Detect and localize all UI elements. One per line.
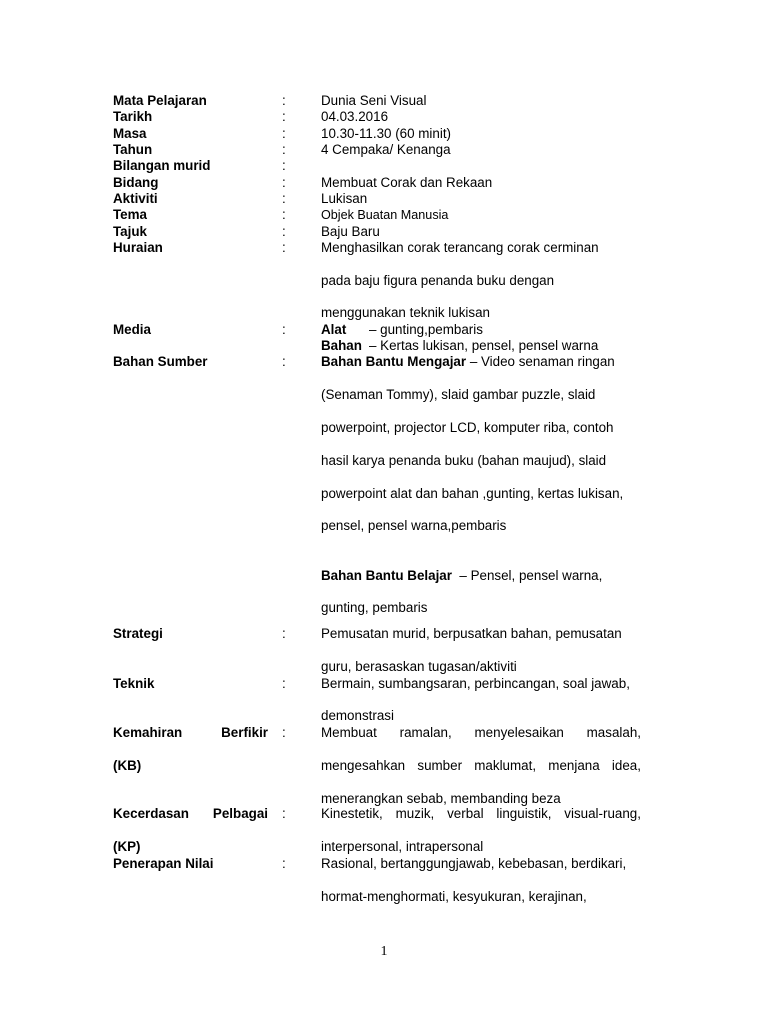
label-bilangan-murid: Bilangan murid xyxy=(113,158,211,173)
bbm-line: powerpoint alat dan bahan ,gunting, kertas lukisan, xyxy=(321,486,624,501)
word: maklumat, xyxy=(474,758,537,773)
colon: : xyxy=(282,224,286,239)
word: verbal xyxy=(447,806,484,821)
label-word: Kecerdasan xyxy=(113,806,189,821)
label-mata-pelajaran: Mata Pelajaran xyxy=(113,93,207,108)
bbm-line: (Senaman Tommy), slaid gambar puzzle, slaid xyxy=(321,387,596,402)
label-tahun: Tahun xyxy=(113,142,153,157)
label-kb-abbrev: (KB) xyxy=(113,758,142,773)
bbm-first: – Video senaman ringan xyxy=(469,354,615,369)
word: Membuat xyxy=(321,725,377,740)
kb-line-2 xyxy=(321,758,641,774)
label-media: Media xyxy=(113,322,151,337)
value-tahun: 4 Cempaka/ Kenanga xyxy=(321,142,451,157)
label-masa: Masa xyxy=(113,126,147,141)
word: muzik, xyxy=(395,806,435,821)
bbm-line: powerpoint, projector LCD, komputer riba, contoh xyxy=(321,420,614,435)
word: linguistik, xyxy=(496,806,552,821)
colon: : xyxy=(282,806,286,821)
word: Kinestetik, xyxy=(321,806,383,821)
bbb-line: gunting, pembaris xyxy=(321,600,428,615)
huraian-line: menggunakan teknik lukisan xyxy=(321,305,490,320)
colon: : xyxy=(282,93,286,108)
label-kecerdasan-pelbagai xyxy=(113,806,268,822)
label-tema: Tema xyxy=(113,207,147,222)
kp-line-1 xyxy=(321,806,641,822)
value-bidang: Membuat Corak dan Rekaan xyxy=(321,175,493,190)
value-tajuk: Baju Baru xyxy=(321,224,380,239)
colon: : xyxy=(282,725,286,740)
colon: : xyxy=(282,676,286,691)
strategi-line: Pemusatan murid, berpusatkan bahan, pemusatan xyxy=(321,626,622,641)
bbm-line: hasil karya penanda buku (bahan maujud), slaid xyxy=(321,453,607,468)
bbb-label: Bahan Bantu Belajar xyxy=(321,568,452,583)
label-strategi: Strategi xyxy=(113,626,163,641)
label-tarikh: Tarikh xyxy=(113,109,153,124)
bbm-label: Bahan Bantu Mengajar xyxy=(321,354,467,369)
penerapan-nilai-line: hormat-menghormati, kesyukuran, kerajinan, xyxy=(321,889,587,904)
word: sumber xyxy=(417,758,463,773)
label-aktiviti: Aktiviti xyxy=(113,191,158,206)
value-aktiviti: Lukisan xyxy=(321,191,368,206)
word: mengesahkan xyxy=(321,758,406,773)
colon: : xyxy=(282,856,286,871)
strategi-line: guru, berasaskan tugasan/aktiviti xyxy=(321,659,517,674)
teknik-line: Bermain, sumbangsaran, perbincangan, soal jawab, xyxy=(321,676,630,691)
colon: : xyxy=(282,126,286,141)
colon: : xyxy=(282,191,286,206)
value-tarikh: 04.03.2016 xyxy=(321,109,389,124)
colon: : xyxy=(282,158,286,173)
label-bidang: Bidang xyxy=(113,175,159,190)
word: menjana xyxy=(548,758,600,773)
colon: : xyxy=(282,109,286,124)
huraian-line: pada baju figura penanda buku dengan xyxy=(321,273,555,288)
label-kp-abbrev: (KP) xyxy=(113,839,141,854)
bbb-first: – Pensel, pensel warna, xyxy=(459,568,603,583)
kb-line-1 xyxy=(321,725,641,741)
colon: : xyxy=(282,142,286,157)
value-tema: Objek Buatan Manusia xyxy=(321,208,449,222)
label-word: Berfikir xyxy=(221,725,268,740)
label-huraian: Huraian xyxy=(113,240,163,255)
word: menyelesaikan xyxy=(474,725,564,740)
colon: : xyxy=(282,175,286,190)
word: masalah, xyxy=(586,725,641,740)
penerapan-nilai-line: Rasional, bertanggungjawab, kebebasan, berdikari, xyxy=(321,856,627,871)
colon: : xyxy=(282,207,286,222)
colon: : xyxy=(282,626,286,641)
kb-line-3: menerangkan sebab, membanding beza xyxy=(321,791,561,806)
colon: : xyxy=(282,322,286,337)
word: visual-ruang, xyxy=(564,806,641,821)
teknik-line: demonstrasi xyxy=(321,708,394,723)
bbm-line: pensel, pensel warna,pembaris xyxy=(321,518,507,533)
colon: : xyxy=(282,240,286,255)
colon: : xyxy=(282,354,286,369)
media-bahan-label: Bahan xyxy=(321,338,362,353)
label-kemahiran-berfikir xyxy=(113,725,268,741)
kp-line-2: interpersonal, intrapersonal xyxy=(321,839,484,854)
media-bahan-value: – Kertas lukisan, pensel, pensel warna xyxy=(369,338,599,353)
word: idea, xyxy=(611,758,641,773)
huraian-line: Menghasilkan corak terancang corak cerminan xyxy=(321,240,599,255)
label-bahan-sumber: Bahan Sumber xyxy=(113,354,208,369)
label-teknik: Teknik xyxy=(113,676,155,691)
value-mata-pelajaran: Dunia Seni Visual xyxy=(321,93,427,108)
label-penerapan-nilai: Penerapan Nilai xyxy=(113,856,214,871)
media-alat-value: – gunting,pembaris xyxy=(369,322,483,337)
bbb-first-line xyxy=(321,568,602,584)
media-alat-label: Alat xyxy=(321,322,347,337)
label-tajuk: Tajuk xyxy=(113,224,147,239)
label-word: Kemahiran xyxy=(113,725,183,740)
label-word: Pelbagai xyxy=(212,806,268,821)
value-masa: 10.30-11.30 (60 minit) xyxy=(321,126,452,141)
page-number: 1 xyxy=(380,944,388,959)
bbm-first-line xyxy=(321,354,615,370)
word: ramalan, xyxy=(399,725,452,740)
